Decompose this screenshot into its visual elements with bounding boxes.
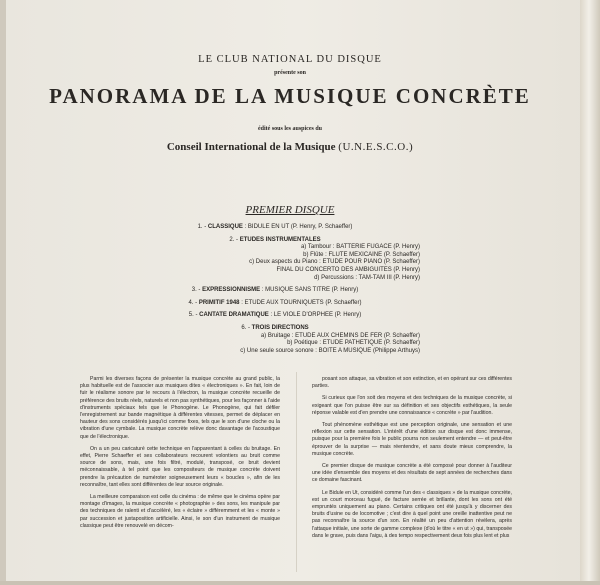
sleeve-right-edge xyxy=(580,0,600,585)
track-number: 6. - xyxy=(241,324,250,331)
track-subitem: a) Bruitage : ETUDE AUX CHEMINS DE FER (P. Schaeffer) xyxy=(260,332,420,339)
track-category: ETUDES INSTRUMENTALES xyxy=(239,236,321,243)
track-title: : MUSIQUE SANS TITRE xyxy=(261,287,330,294)
track-subitem: c) Une seule source sonore : BOITE A MUSIQUE (Philippe Arthuys) xyxy=(240,347,420,354)
track-subitem: FINAL DU CONCERTO DES AMBIGUITES (P. Henry) xyxy=(276,266,420,273)
track-subitem: b) Poétique : ETUDE PATHETIQUE (P. Schaeffer) xyxy=(287,340,420,347)
edite-line: édité sous les auspices du xyxy=(257,126,322,132)
liner-paragraph: Ce premier disque de musique concrète a été composé pour donner à l'auditeur une idée d'ensemble des moyens et des résultats de sept années de recherches dans ce domaine fascinant. xyxy=(312,463,512,484)
track-subitem: d) Percussions : TAM-TAM III (P. Henry) xyxy=(314,274,420,281)
disc-heading: PREMIER DISQUE xyxy=(245,204,335,216)
track-subitem: b) Flûte : FLUTE MEXICAINE (P. Schaeffer) xyxy=(303,251,420,258)
column-divider xyxy=(296,372,297,572)
liner-paragraph: Si curieux que l'on soit des moyens et des techniques de la musique concrète, si exigeant que l'on puisse être sur sa définition et ses objectifs esthétiques, la seule réponse valable est d'en prendre une connaissance « concrète » par l'audition. xyxy=(312,395,512,416)
track-category: PRIMITIF 1948 xyxy=(198,299,240,306)
track-heading xyxy=(130,287,420,295)
track-category: CLASSIQUE xyxy=(207,224,243,230)
track-title: : BIDULE EN UT xyxy=(244,224,290,230)
track-category: TROIS DIRECTIONS xyxy=(251,324,309,331)
track-heading xyxy=(130,237,420,245)
track-number: 4. - xyxy=(188,299,198,306)
track-title: : ETUDE AUX TOURNIQUETS xyxy=(241,299,324,306)
conseil-line xyxy=(0,141,580,153)
track-credit: (P. Schaeffer) xyxy=(325,299,362,306)
track-number: 3. - xyxy=(191,287,201,294)
sleeve-bottom-edge xyxy=(0,581,600,585)
liner-paragraph: Parmi les diverses façons de présenter la musique concrète au grand public, la plus habituelle est de l'associer aux musiques dites « électroniques ». En fait, loin de fuir le réalisme sonore par le recours à l'électron, la musique concrète recueille de préférence des bruits réels, naturels et non pas synthétiques, pour les façonner à l'aide d'instruments spéciaux tels que le Phonogène. Le Phonogène, qui fait défiler l'enregistrement sur bande magnétique à différentes vitesses, permet de déplacer en hauteur des sons considérés jusqu'ici comme fixes, tels que le son d'une cloche ou la vibration d'une cymbale. La musique concrète relève donc davantage de l'acoustique que de l'électronique. xyxy=(80,376,280,440)
track-category: EXPRESSIONNISME xyxy=(202,287,261,294)
liner-notes-right xyxy=(312,376,512,545)
track-heading xyxy=(130,312,420,320)
track-number: 1. - xyxy=(197,224,207,230)
unesco-label: (U.N.E.S.C.O.) xyxy=(338,141,414,153)
liner-paragraph: On a un peu caricaturé cette technique en l'apparentant à celles du bruitage. En effet, Pierre Schaeffer et ses collaborateurs recourent volontiers au bruit comme source de sons, mais, une fois filtré, modulé, transposé, ce bruit devient méconnaissable, à tel point que les compositeurs de musique concrète doivent prendre la précaution de numéroter soigneusement leurs « boucles », afin de les reconnaître, tant elles sont différentes de leur source originale. xyxy=(80,445,280,488)
track-heading xyxy=(130,224,420,232)
track-title: : LE VIOLE D'ORPHEE xyxy=(270,312,333,319)
track-number: 5. - xyxy=(188,312,198,319)
liner-paragraph: posant son attaque, sa vibration et son extinction, et en opérant sur ces différentes parties. xyxy=(312,376,512,390)
liner-paragraph: Tout phénomène esthétique est une perception originale, une sensation et une réflexion sur cette sensation. L'intérêt d'une édition sur disque est donc immense, puisque pour la première fois le public pourra non seulement entendre — et peut-être éprouver de la surprise — mais réentendre, et sans doute mieux comprendre, la musique concrète. xyxy=(312,422,512,457)
liner-paragraph: Le Bidule en Ut, considéré comme l'un des « classiques » de la musique concrète, est un court morceau fugué, de facture serrée et brillante, dont les sons ont été empruntés uniquement au piano. Certains critiques ont été jusqu'à y discerner des bruits d'usine ou de locomotive ; c'est dire à quel point une oreille inattentive peut ne pas reconnaître la source d'un son. En réalité un peu d'attention révélera, après l'attaque initiale, une sorte de gamme complexe (d'où le titre « en ut ») qui, transposée dans le grave, puis dans l'aigu, à des tempo respectivement deux fois plus lent et plus xyxy=(312,489,512,539)
track-number: 2. - xyxy=(229,236,239,243)
liner-notes-left xyxy=(80,376,280,535)
track-heading xyxy=(130,300,420,308)
track-credit: (P. Henry) xyxy=(334,312,362,319)
album-title: PANORAMA DE LA MUSIQUE CONCRÈTE xyxy=(49,84,531,108)
track-category: CANTATE DRAMATIQUE xyxy=(199,312,269,319)
track-credit: (P. Henry) xyxy=(331,287,359,294)
track-subitem: c) Deux aspects du Piano : ETUDE POUR PIANO (P. Schaeffer) xyxy=(249,259,420,266)
track-credit: (P. Henry, P. Schaeffer) xyxy=(290,224,353,230)
liner-paragraph: La meilleure comparaison est celle du cinéma : de même que le cinéma opère par montage d'images, la musique concrète « photographie » des sons, les manipule par des techniques de ralenti et d'accéléré, les « éclaire » différemment et les « monte » par succession et juxtaposition artificielle. Ainsi, le son d'un instrument de musique classique peut être renouvelé en décom- xyxy=(80,494,280,529)
track-heading xyxy=(130,325,420,333)
track-list xyxy=(130,224,420,355)
club-name: LE CLUB NATIONAL DU DISQUE xyxy=(198,54,382,65)
track-subitem: a) Tambour : BATTERIE FUGACE (P. Henry) xyxy=(300,244,420,251)
conseil-name: Conseil International de la Musique xyxy=(166,141,336,153)
presente-line: présente son xyxy=(274,70,306,76)
